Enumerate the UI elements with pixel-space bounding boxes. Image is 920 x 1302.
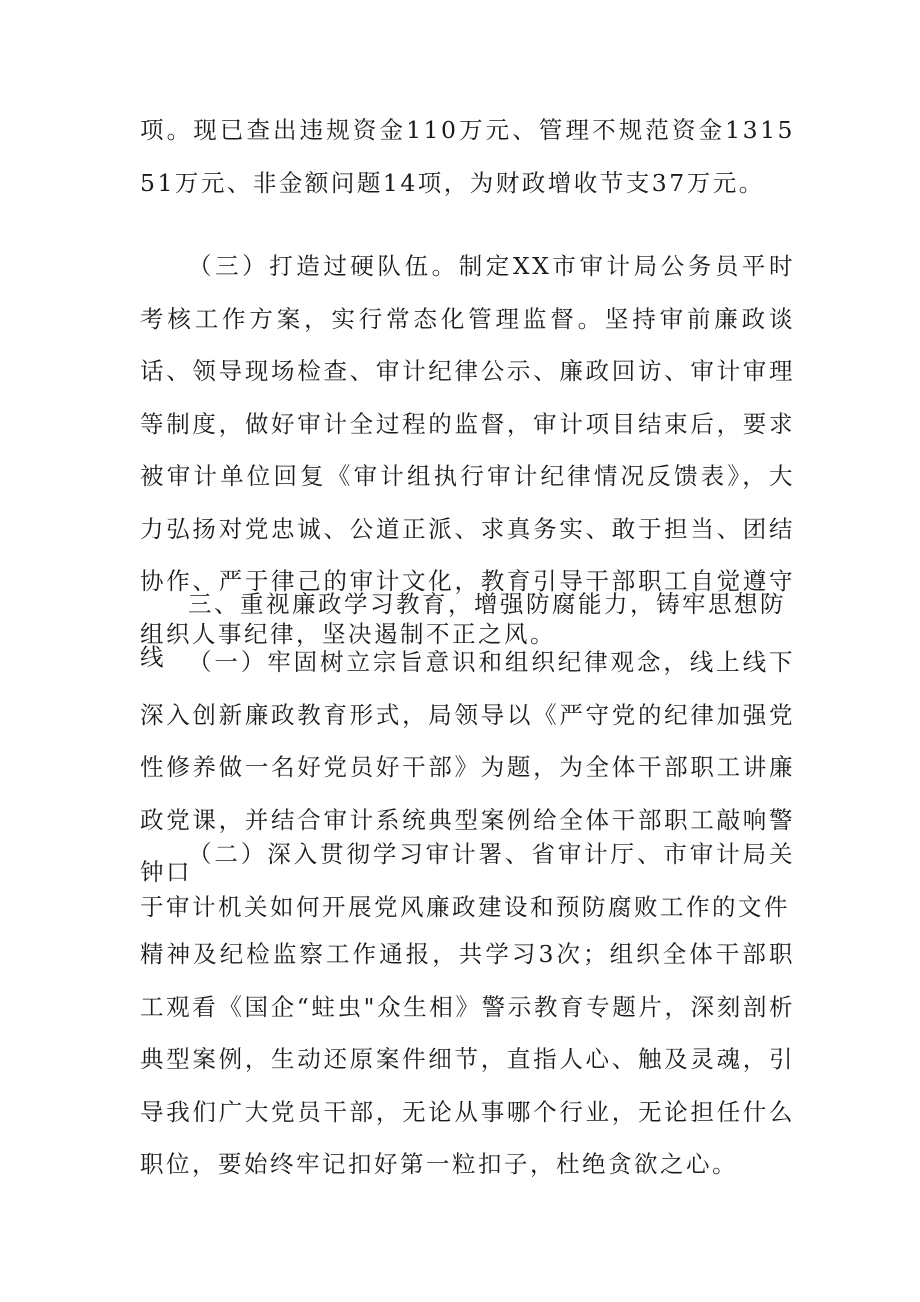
paragraph-item-two-continued: 精神及纪检监察工作通报，共学习3次；组织全体干部职工观看《国企“蛀虫"众生相》警示教育专题片，深刻剖析典型案例，生动还原案件细节，直指人心、触及灵魂，引导我们广大党员干部，无论从事哪个行业，无论担任什么职位，要始终牢记扣好第一粒扣子，杜绝贪欲之心。 xyxy=(140,940,795,1178)
paragraph-team-building: （三）打造过硬队伍。制定XX市审计局公务员平时考核工作方案，实行常态化管理监督。坚持审前廉政谈话、领导现场检查、审计纪律公示、廉政回访、审计审理等制度，做好审计全过程的监督，审计项目结束后，要求被审计单位回复《审计组执行审计纪律情况反馈表》，大力弘扬对党忠诚、公道正派、求真务实、敢于担当、团结协作、严于律己的审计文化，教育引导干部职工自觉遵守组织人事纪律，坚决遏制不正之风。 xyxy=(140,252,795,648)
section-heading-three: 三、重视廉政学习教育，增强防腐能力，铸牢思想防线 xyxy=(140,590,786,671)
paragraph-item-one: （一）牢固树立宗旨意识和组织纪律观念，线上线下深入创新廉政教育形式，局领导以《严守党的纪律加强党性修养做一名好党员好干部》为题，为全体干部职工讲廉政党课，并结合审计系统典型案例给全体干部职工敲响警钟口 xyxy=(140,648,795,886)
paragraph-item-two: （二）深入贯彻学习审计署、省审计厅、市审计局关于审计机关如何开展党风廉政建设和预防腐败工作的文件 xyxy=(140,840,795,921)
paragraph-audit-results: 项。现已查出违规资金110万元、管理不规范资金131551万元、非金额问题14项，为财政增收节支37万元。 xyxy=(140,116,795,197)
